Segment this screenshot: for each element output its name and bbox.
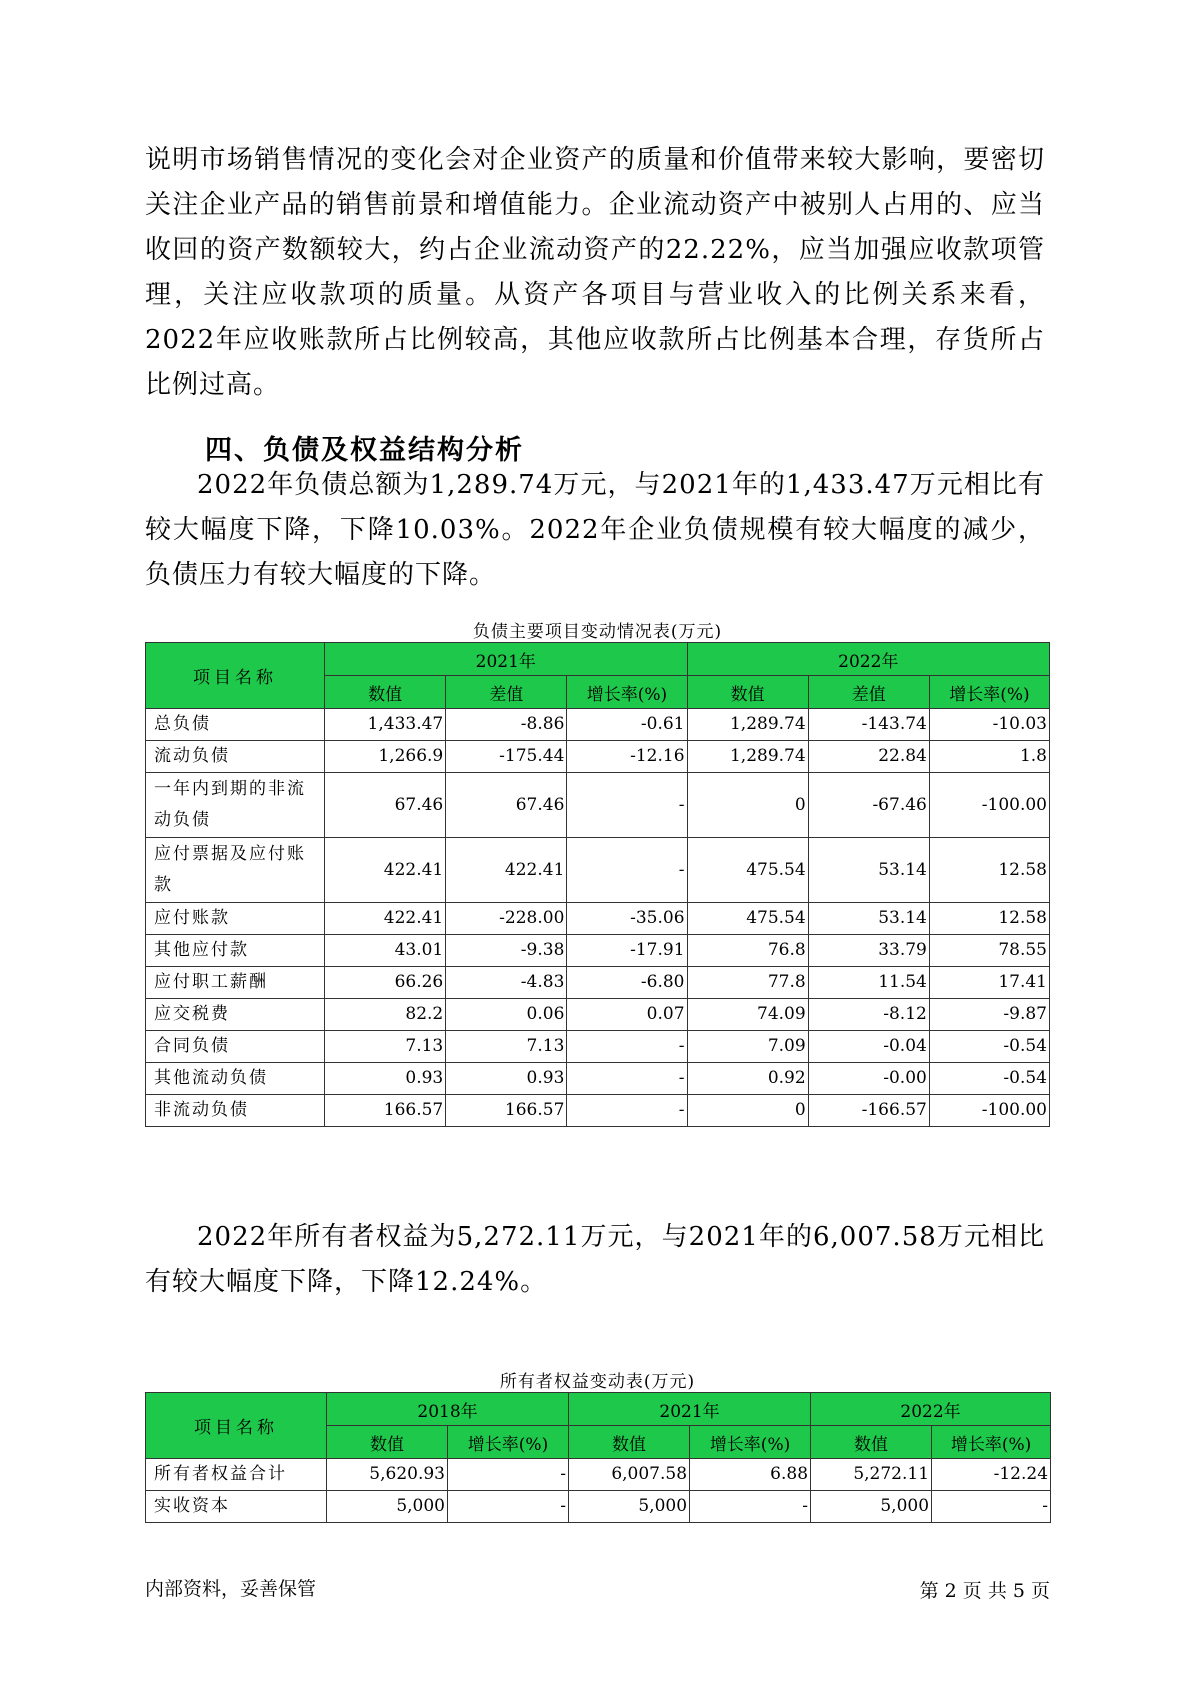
header-year-2022: 2022年 (811, 1393, 1051, 1426)
table-row (146, 967, 1050, 999)
row-name: 其他应付款 (146, 935, 325, 967)
cell-value-2022: 0 (687, 1095, 808, 1127)
cell-value-2021: 66.26 (325, 967, 446, 999)
header-item-name: 项目名称 (146, 643, 325, 709)
cell-growth-2021: -0.61 (567, 709, 687, 741)
cell-growth-2021: - (567, 1063, 687, 1095)
header-value: 数值 (811, 1426, 932, 1459)
cell-diff-2022: 53.14 (808, 838, 929, 903)
header-item-name: 项目名称 (146, 1393, 327, 1459)
cell-growth-2018: - (448, 1491, 569, 1523)
cell-value-2021: 0.93 (325, 1063, 446, 1095)
cell-value-2021: 422.41 (325, 903, 446, 935)
section-heading: 四、负债及权益结构分析 (205, 435, 524, 466)
row-name: 一年内到期的非流动负债 (146, 773, 325, 838)
table-row (146, 1459, 1051, 1491)
cell-diff-2021: 0.93 (446, 1063, 567, 1095)
equity-table (145, 1392, 1051, 1523)
footer-page-number: 第 2 页 共 5 页 (919, 1580, 1050, 1602)
cell-diff-2021: -8.86 (446, 709, 567, 741)
paragraph-equity-summary: 2022年所有者权益为5,272.11万元，与2021年的6,007.58万元相比有较大幅度下降，下降12.24%。 (145, 1222, 1045, 1297)
cell-diff-2022: -8.12 (808, 999, 929, 1031)
liability-table (145, 642, 1050, 1127)
cell-value-2021: 1,433.47 (325, 709, 446, 741)
row-name: 所有者权益合计 (146, 1459, 327, 1491)
table-row (146, 773, 1050, 838)
cell-diff-2021: -228.00 (446, 903, 567, 935)
cell-growth-2022: -9.87 (929, 999, 1049, 1031)
cell-growth-2022: -100.00 (929, 1095, 1049, 1127)
table-row (146, 999, 1050, 1031)
cell-value-2022: 7.09 (687, 1031, 808, 1063)
cell-diff-2022: 22.84 (808, 741, 929, 773)
row-name: 应付账款 (146, 903, 325, 935)
cell-value-2021: 166.57 (325, 1095, 446, 1127)
cell-value-2022: 5,272.11 (811, 1459, 932, 1491)
row-name: 应付职工薪酬 (146, 967, 325, 999)
cell-diff-2022: -67.46 (808, 773, 929, 838)
cell-value-2022: 1,289.74 (687, 741, 808, 773)
cell-growth-2022: -100.00 (929, 773, 1049, 838)
cell-value-2021: 1,266.9 (325, 741, 446, 773)
cell-value-2021: 67.46 (325, 773, 446, 838)
cell-growth-2021: - (567, 1095, 687, 1127)
cell-diff-2022: 33.79 (808, 935, 929, 967)
cell-value-2022: 475.54 (687, 903, 808, 935)
header-year-2018: 2018年 (327, 1393, 569, 1426)
row-name: 非流动负债 (146, 1095, 325, 1127)
row-name: 合同负债 (146, 1031, 325, 1063)
cell-growth-2022: 17.41 (929, 967, 1049, 999)
table-row (146, 709, 1050, 741)
cell-diff-2021: 67.46 (446, 773, 567, 838)
header-diff: 差值 (446, 676, 567, 709)
table2-caption: 所有者权益变动表(万元) (499, 1372, 696, 1392)
table-row (146, 838, 1050, 903)
row-name: 其他流动负债 (146, 1063, 325, 1095)
row-name: 流动负债 (146, 741, 325, 773)
cell-growth-2021: - (567, 838, 687, 903)
cell-growth-2021: - (567, 773, 687, 838)
header-growth: 增长率(%) (448, 1426, 569, 1459)
cell-growth-2022: -0.54 (929, 1031, 1049, 1063)
cell-diff-2022: 53.14 (808, 903, 929, 935)
header-value: 数值 (327, 1426, 448, 1459)
cell-growth-2021: -35.06 (567, 903, 687, 935)
cell-diff-2022: -0.00 (808, 1063, 929, 1095)
row-name: 总负债 (146, 709, 325, 741)
header-value: 数值 (325, 676, 446, 709)
header-diff: 差值 (808, 676, 929, 709)
cell-value-2022: 0 (687, 773, 808, 838)
cell-diff-2021: 166.57 (446, 1095, 567, 1127)
cell-growth-2022: 12.58 (929, 903, 1049, 935)
header-year-2021: 2021年 (569, 1393, 811, 1426)
cell-diff-2021: 7.13 (446, 1031, 567, 1063)
table1-caption: 负债主要项目变动情况表(万元) (472, 622, 723, 642)
cell-value-2022: 5,000 (811, 1491, 932, 1523)
cell-value-2018: 5,000 (327, 1491, 448, 1523)
table-row (146, 1063, 1050, 1095)
cell-growth-2021: 0.07 (567, 999, 687, 1031)
cell-value-2021: 43.01 (325, 935, 446, 967)
cell-value-2022: 0.92 (687, 1063, 808, 1095)
cell-growth-2021: -17.91 (567, 935, 687, 967)
cell-growth-2021: 6.88 (690, 1459, 811, 1491)
cell-growth-2022: - (932, 1491, 1051, 1523)
cell-value-2022: 475.54 (687, 838, 808, 903)
cell-diff-2022: 11.54 (808, 967, 929, 999)
table-row (146, 1095, 1050, 1127)
cell-growth-2018: - (448, 1459, 569, 1491)
cell-value-2022: 74.09 (687, 999, 808, 1031)
table-row (146, 1031, 1050, 1063)
cell-diff-2022: -166.57 (808, 1095, 929, 1127)
table-row (146, 935, 1050, 967)
cell-diff-2021: 422.41 (446, 838, 567, 903)
cell-diff-2021: -9.38 (446, 935, 567, 967)
table-row (146, 741, 1050, 773)
cell-value-2022: 77.8 (687, 967, 808, 999)
header-value: 数值 (687, 676, 808, 709)
row-name: 实收资本 (146, 1491, 327, 1523)
cell-value-2021: 7.13 (325, 1031, 446, 1063)
cell-growth-2022: -12.24 (932, 1459, 1051, 1491)
cell-growth-2022: -10.03 (929, 709, 1049, 741)
cell-value-2022: 1,289.74 (687, 709, 808, 741)
cell-diff-2021: -175.44 (446, 741, 567, 773)
cell-diff-2022: -143.74 (808, 709, 929, 741)
header-year-2022: 2022年 (687, 643, 1049, 676)
cell-value-2021: 82.2 (325, 999, 446, 1031)
cell-growth-2022: 78.55 (929, 935, 1049, 967)
cell-growth-2021: -12.16 (567, 741, 687, 773)
cell-value-2018: 5,620.93 (327, 1459, 448, 1491)
cell-diff-2022: -0.04 (808, 1031, 929, 1063)
cell-growth-2021: - (690, 1491, 811, 1523)
cell-value-2021: 5,000 (569, 1491, 690, 1523)
cell-growth-2021: -6.80 (567, 967, 687, 999)
paragraph-liability-summary: 2022年负债总额为1,289.74万元，与2021年的1,433.47万元相比有较大幅度下降，下降10.03%。2022年企业负债规模有较大幅度的减少，负债压力有较大幅度的下降。 (145, 470, 1045, 590)
row-name: 应交税费 (146, 999, 325, 1031)
table-row (146, 903, 1050, 935)
header-growth: 增长率(%) (690, 1426, 811, 1459)
cell-value-2022: 76.8 (687, 935, 808, 967)
header-growth: 增长率(%) (567, 676, 687, 709)
header-growth: 增长率(%) (929, 676, 1049, 709)
cell-value-2021: 422.41 (325, 838, 446, 903)
header-year-2021: 2021年 (325, 643, 687, 676)
header-value: 数值 (569, 1426, 690, 1459)
table-row (146, 1491, 1051, 1523)
paragraph-asset-analysis: 说明市场销售情况的变化会对企业资产的质量和价值带来较大影响，要密切关注企业产品的销售前景和增值能力。企业流动资产中被别人占用的、应当收回的资产数额较大，约占企业流动资产的22.22%，应当加强应收款项管理，关注应收款项的质量。从资产各项目与营业收入的比例关系来看，2022年应收账款所占比例较高，其他应收款所占比例基本合理，存货所占比例过高。 (145, 145, 1045, 400)
header-growth: 增长率(%) (932, 1426, 1051, 1459)
footer-confidential-note: 内部资料，妥善保管 (145, 1578, 317, 1600)
cell-diff-2021: -4.83 (446, 967, 567, 999)
cell-growth-2022: 1.8 (929, 741, 1049, 773)
cell-growth-2022: 12.58 (929, 838, 1049, 903)
cell-value-2021: 6,007.58 (569, 1459, 690, 1491)
cell-growth-2022: -0.54 (929, 1063, 1049, 1095)
cell-diff-2021: 0.06 (446, 999, 567, 1031)
cell-growth-2021: - (567, 1031, 687, 1063)
row-name: 应付票据及应付账款 (146, 838, 325, 903)
